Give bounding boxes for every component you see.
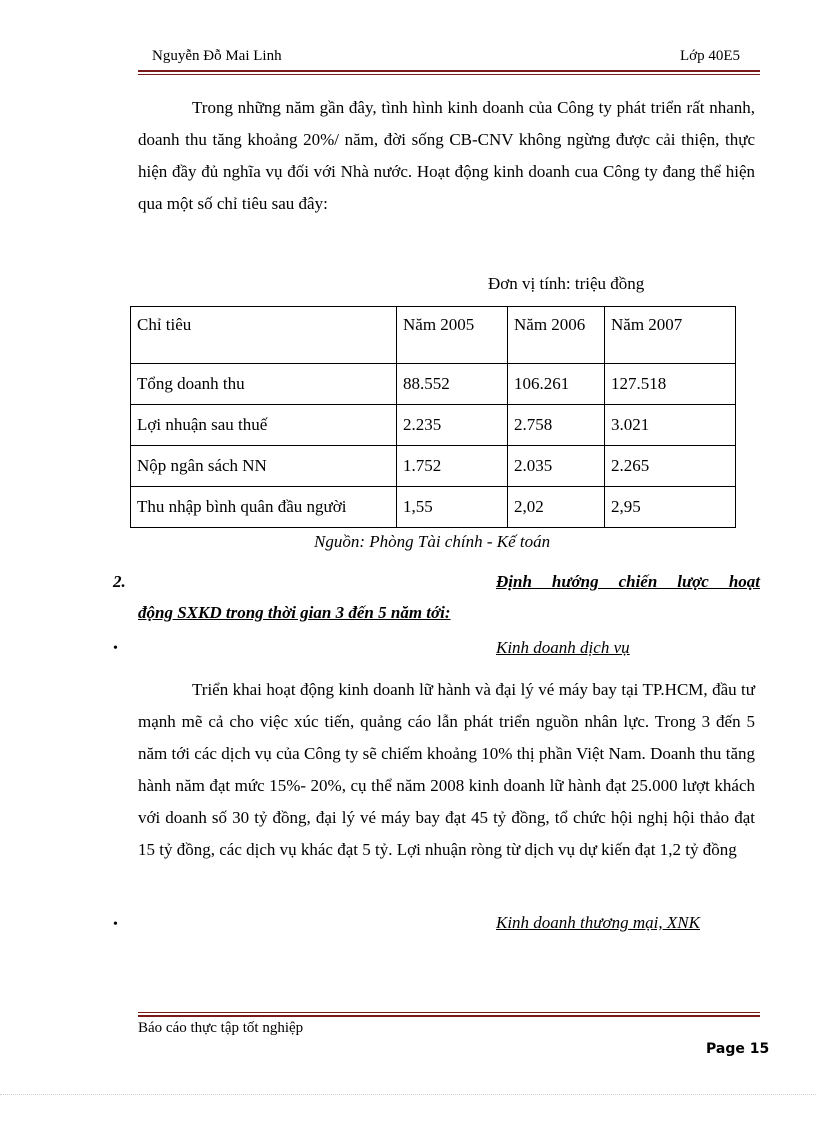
table-cell: 2.758 — [508, 405, 605, 446]
bullet-icon: • — [113, 641, 118, 656]
services-paragraph: Triển khai hoạt động kinh doanh lữ hành và đại lý vé máy bay tại TP.HCM, đầu tư mạnh mẽ cả cho việc xúc tiến, quảng cáo lẫn phát triển nguồn nhân lực. Trong 3 đến 5 năm tới các dịch vụ của Công ty sẽ chiếm khoảng 10% thị phần Việt Nam. Doanh thu tăng hành năm đạt mức 15%- 20%, cụ thể năm 2008 kinh doanh lữ hành đạt 25.000 lượt khách với doanh số 30 tỷ đồng, đại lý vé máy bay đạt 45 tỷ đồng, tổ chức hội nghị hội thảo đạt 15 tỷ đồng, các dịch vụ khác đạt 5 tỷ. Lợi nhuận ròng từ dịch vụ dự kiến đạt 1,2 tỷ đồng — [138, 680, 755, 859]
section-title-line2: động SXKD trong thời gian 3 đến 5 năm tới: — [138, 603, 451, 622]
table-cell: 127.518 — [605, 364, 736, 405]
page-header — [138, 48, 760, 70]
table-cell: 3.021 — [605, 405, 736, 446]
table-header-cell: Chỉ tiêu — [131, 307, 397, 364]
page-bottom-dotted-line — [0, 1094, 816, 1095]
footer-report-title: Báo cáo thực tập tốt nghiệp — [138, 1020, 304, 1036]
table-header-cell: Năm 2007 — [605, 307, 736, 364]
footer-rule-thin — [138, 1012, 760, 1013]
table-cell: 2.035 — [508, 446, 605, 487]
table-cell: 2.235 — [397, 405, 508, 446]
table-cell: 1,55 — [397, 487, 508, 528]
page-number: Page 15 — [706, 1041, 770, 1057]
bullet-title-trade: Kinh doanh thương mại, XNK — [496, 913, 700, 932]
table-cell: 2.265 — [605, 446, 736, 487]
table-cell: 1.752 — [397, 446, 508, 487]
table-row — [131, 446, 736, 487]
header-rule-thick — [138, 70, 760, 72]
intro-paragraph: Trong những năm gần đây, tình hình kinh doanh của Công ty phát triển rất nhanh, doanh thu tăng khoảng 20%/ năm, đời sống CB-CNV không ngừng được cải thiện, thực hiện đầy đủ nghĩa vụ đối với Nhà nước. Hoạt động kinh doanh cua Công ty đang thể hiện qua một số chỉ tiêu sau đây: — [138, 98, 755, 213]
table-row — [131, 364, 736, 405]
table-header-row — [131, 307, 736, 364]
table-row — [131, 405, 736, 446]
table-cell: Nộp ngân sách NN — [131, 446, 397, 487]
bullet-icon: • — [113, 917, 118, 932]
table-cell: 2,95 — [605, 487, 736, 528]
footer-rule-thick — [138, 1015, 760, 1017]
section-title-line1: Định hướng chiến lược hoạt — [496, 572, 760, 591]
table-cell: 2,02 — [508, 487, 605, 528]
header-author: Nguyễn Đỗ Mai Linh — [152, 48, 282, 64]
table-cell: Lợi nhuận sau thuế — [131, 405, 397, 446]
table-cell: Tổng doanh thu — [131, 364, 397, 405]
table-source: Nguồn: Phòng Tài chính - Kế toán — [314, 532, 551, 551]
table-header-cell: Năm 2006 — [508, 307, 605, 364]
section-number: 2. — [113, 572, 126, 591]
bullet-title-services: Kinh doanh dịch vụ — [496, 638, 630, 657]
table-row — [131, 487, 736, 528]
indicators-table — [130, 306, 736, 528]
table-cell: Thu nhập bình quân đầu người — [131, 487, 397, 528]
header-class: Lớp 40E5 — [679, 48, 740, 64]
unit-note: Đơn vị tính: triệu đồng — [488, 274, 645, 293]
header-rule-thin — [138, 74, 760, 75]
table-header-cell: Năm 2005 — [397, 307, 508, 364]
table-cell: 106.261 — [508, 364, 605, 405]
table-cell: 88.552 — [397, 364, 508, 405]
